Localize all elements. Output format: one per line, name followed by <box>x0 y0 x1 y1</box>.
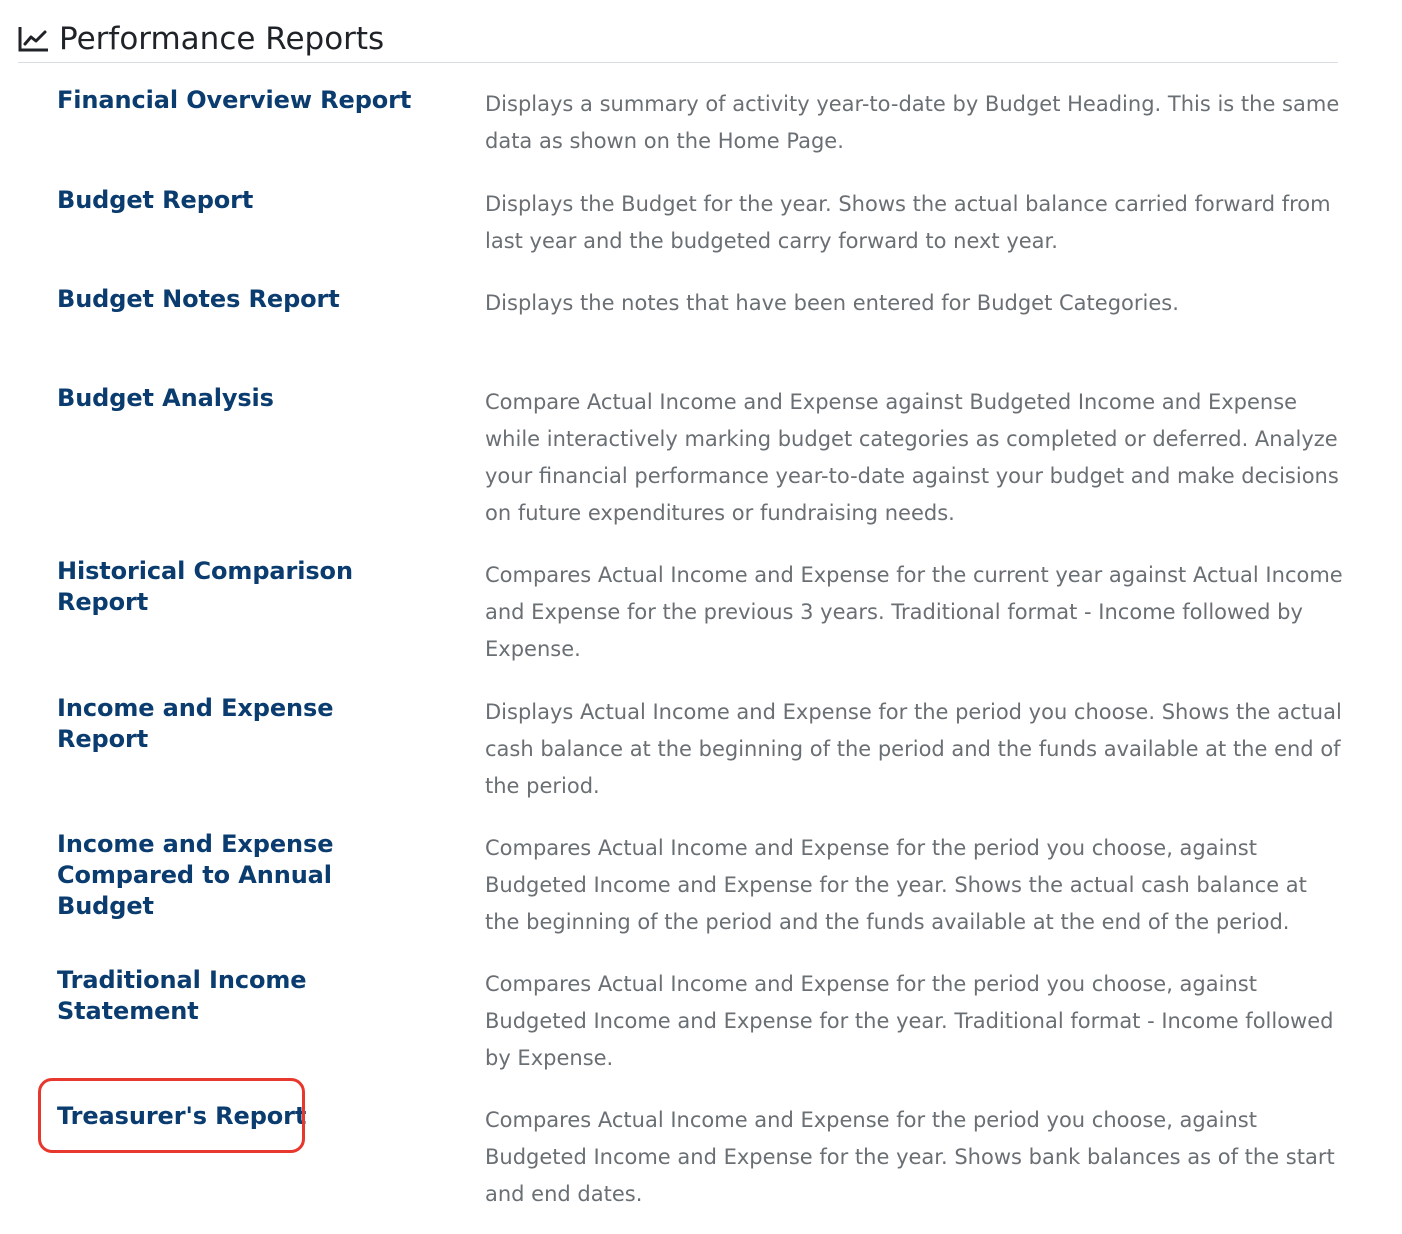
treasurers-report-link[interactable]: Treasurer's Report <box>57 1102 307 1130</box>
budget-notes-report-description: Displays the notes that have been entered for Budget Categories. <box>485 291 1179 315</box>
income-and-expense-compared-to-annual-budget-description: Compares Actual Income and Expense for the period you choose, against Budgeted Income and Expense for the year. Shows the actual cash balance at the beginning of the period and the funds available at the end of the period. <box>485 836 1307 934</box>
budget-report-link[interactable]: Budget Report <box>57 186 254 214</box>
budget-report-description: Displays the Budget for the year. Shows the actual balance carried forward from last year and the budgeted carry forward to next year. <box>485 192 1331 253</box>
income-and-expense-report-link[interactable]: Income and Expense Report <box>57 694 334 753</box>
income-and-expense-report-description: Displays Actual Income and Expense for the period you choose. Shows the actual cash balance at the beginning of the period and the funds available at the end of the period. <box>485 700 1342 798</box>
budget-notes-report-link[interactable]: Budget Notes Report <box>57 285 340 313</box>
chart-line-icon <box>18 25 49 53</box>
section-title: Performance Reports <box>59 20 385 57</box>
budget-analysis-description: Compare Actual Income and Expense against Budgeted Income and Expense while interactively marking budget categories as completed or deferred. Analyze your financial performance year-to-date against your budget and make decisions on future expenditures or fundraising needs. <box>485 390 1339 525</box>
section-header <box>18 18 1338 63</box>
financial-overview-report-description: Displays a summary of activity year-to-date by Budget Heading. This is the same data as shown on the Home Page. <box>485 92 1340 153</box>
historical-comparison-report-description: Compares Actual Income and Expense for the current year against Actual Income and Expense for the previous 3 years. Traditional format - Income followed by Expense. <box>485 563 1343 661</box>
traditional-income-statement-link[interactable]: Traditional Income Statement <box>57 966 307 1025</box>
traditional-income-statement-description: Compares Actual Income and Expense for the period you choose, against Budgeted Income and Expense for the year. Traditional format - Income followed by Expense. <box>485 972 1334 1070</box>
income-and-expense-compared-to-annual-budget-link[interactable]: Income and Expense Compared to Annual Budget <box>57 830 334 920</box>
historical-comparison-report-link[interactable]: Historical Comparison Report <box>57 557 353 616</box>
budget-analysis-link[interactable]: Budget Analysis <box>57 384 274 412</box>
financial-overview-report-link[interactable]: Financial Overview Report <box>57 86 412 114</box>
treasurers-report-description: Compares Actual Income and Expense for the period you choose, against Budgeted Income and Expense for the year. Shows bank balances as of the start and end dates. <box>485 1108 1335 1206</box>
